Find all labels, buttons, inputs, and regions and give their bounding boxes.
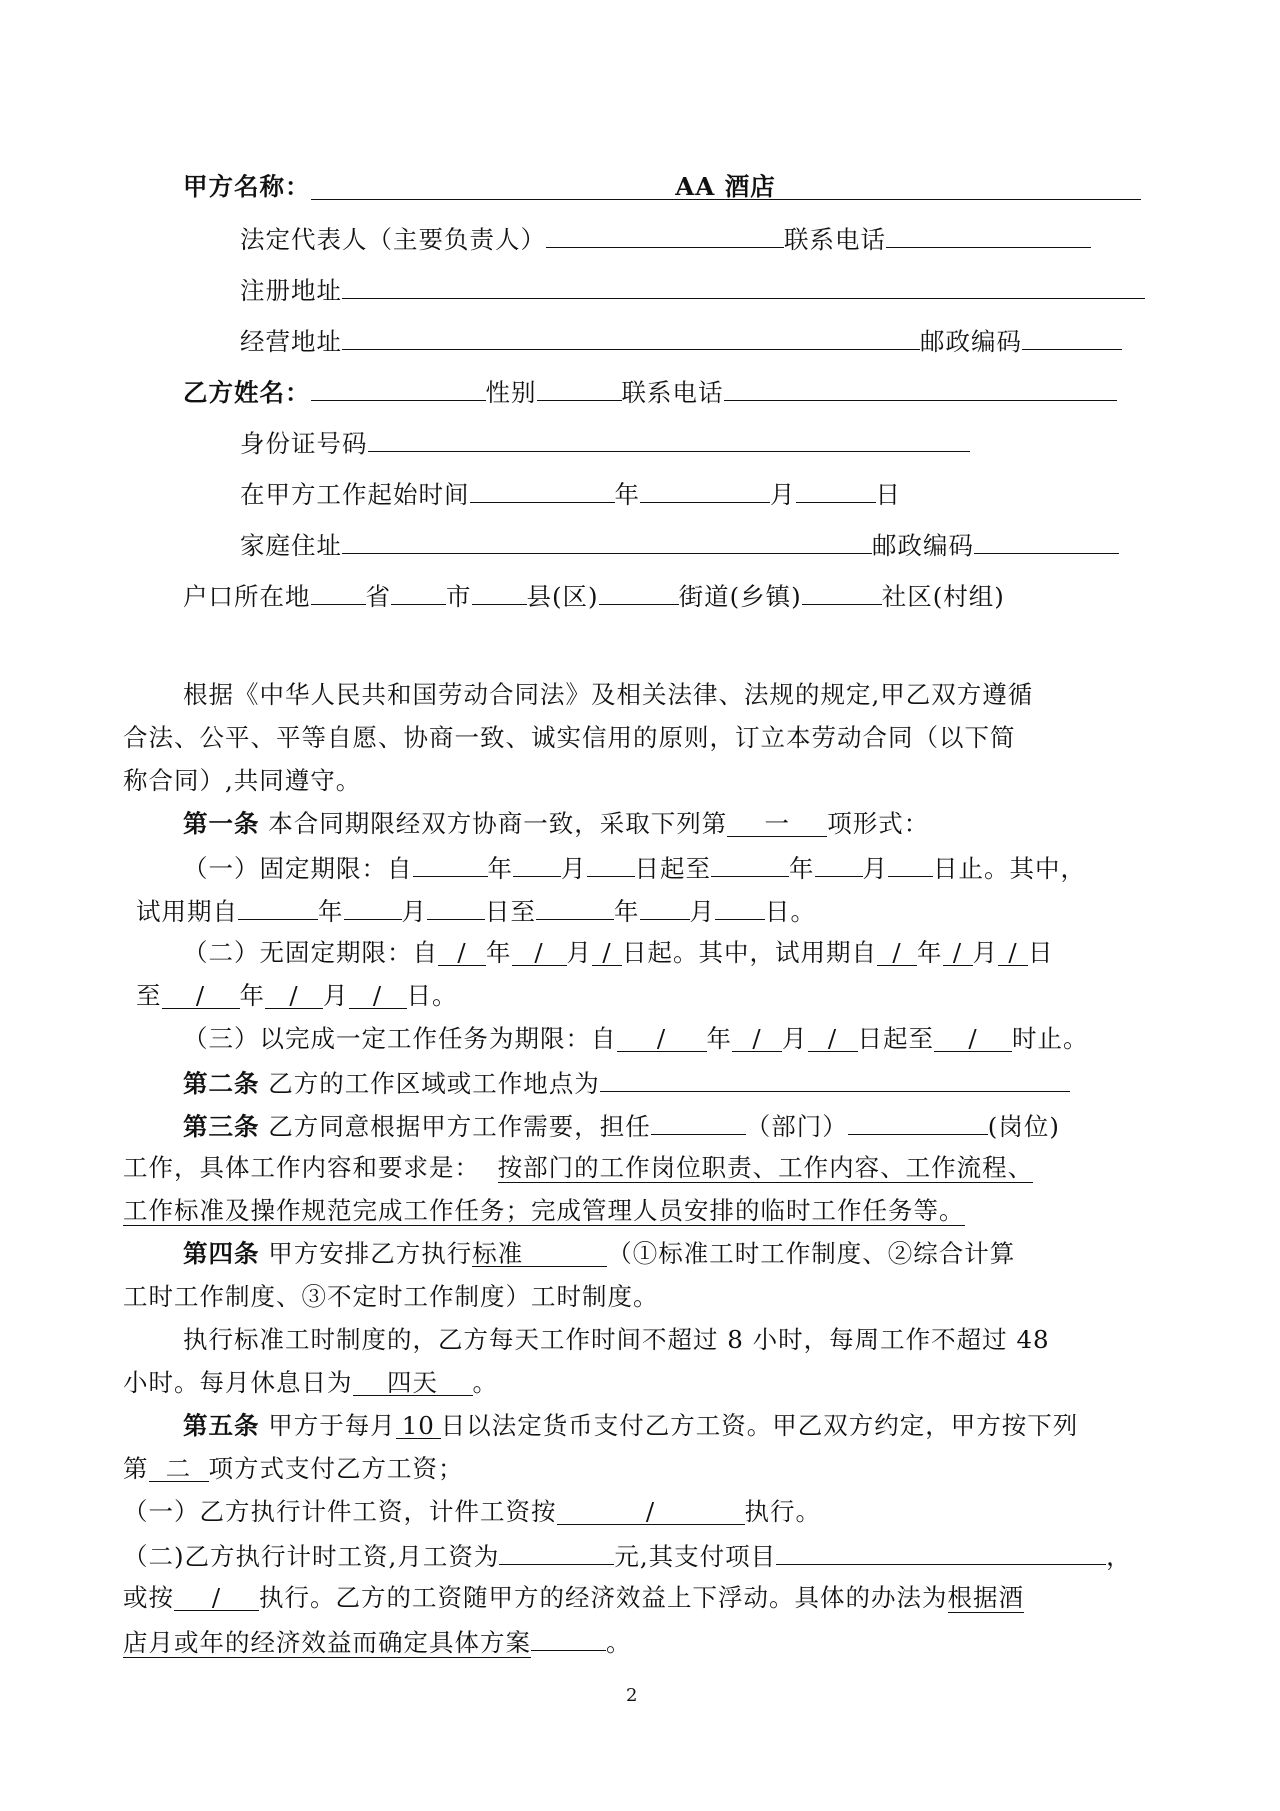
start-day-field — [796, 478, 876, 503]
pay-day-fill — [396, 1411, 441, 1440]
article-2-title: 第二条 — [183, 1069, 260, 1098]
huji-label: 户口所在地 — [183, 582, 311, 611]
year-label: 年 — [318, 897, 344, 926]
slash: / — [645, 1497, 656, 1526]
article-5-line-2 — [123, 1454, 464, 1484]
work-hours-options: （①标准工时工作制度、②综合计算 — [607, 1239, 1016, 1268]
probation-tail: 日。 — [765, 897, 816, 926]
xian-field — [472, 580, 527, 605]
blank — [238, 895, 318, 920]
blank — [640, 895, 690, 920]
blank — [815, 852, 863, 877]
job-content-1: 按部门的工作岗位职责、工作内容、工作流程、 — [497, 1153, 1034, 1182]
reg-addr-row — [240, 274, 1145, 306]
blank — [438, 938, 486, 967]
biz-addr-label: 经营地址 — [240, 327, 342, 356]
start-month-field — [640, 478, 770, 503]
article-4-para-2-line-1: 执行标准工时制度的，乙方每天工作时间不超过 8 小时，每周工作不超过 48 — [183, 1325, 1050, 1354]
id-field — [368, 427, 970, 452]
work-hours-fill — [472, 1239, 607, 1268]
month-label: 月 — [689, 897, 715, 926]
year-label: 年 — [789, 854, 815, 883]
blank — [536, 895, 614, 920]
time-wage-tail: ， — [1106, 1542, 1132, 1571]
work-location-field — [600, 1067, 1070, 1092]
article-3-line-3 — [123, 1196, 965, 1226]
sheng-label: 省 — [365, 582, 391, 611]
party-a-phone-field — [886, 223, 1091, 248]
home-postcode-label: 邮政编码 — [872, 531, 974, 560]
piece-wage-fill — [557, 1497, 745, 1526]
page-number: 2 — [626, 1685, 638, 1706]
biz-postcode-field — [1022, 325, 1122, 350]
year-label: 年 — [487, 854, 513, 883]
wage-float-mid: 执行。乙方的工资随甲方的经济效益上下浮动。具体的办法为 — [259, 1583, 948, 1612]
blank — [349, 981, 407, 1010]
home-row — [240, 529, 1119, 561]
piece-wage-tail: 执行。 — [744, 1497, 821, 1526]
probation-head: 试用期自 — [136, 897, 238, 926]
blank — [512, 938, 567, 967]
pay-day: 10 — [401, 1411, 435, 1440]
rest-days-head: 小时。每月休息日为 — [123, 1368, 353, 1397]
month-label: 月 — [566, 938, 592, 967]
jiedao-field — [599, 580, 679, 605]
article-3-line-2 — [123, 1153, 1033, 1183]
party-b-label: 乙方姓名： — [183, 378, 311, 407]
article-2-row — [183, 1067, 1070, 1099]
intro-line-3: 称合同）,共同遵守。 — [123, 766, 362, 795]
slash: / — [195, 981, 206, 1010]
time-wage-row — [123, 1540, 1132, 1572]
open-term-to: 至 — [136, 981, 162, 1010]
article-5-line-2-tail: 项方式支付乙方工资； — [208, 1454, 464, 1483]
blank — [877, 938, 917, 967]
xian-label: 县(区) — [526, 582, 599, 611]
reg-addr-field — [342, 274, 1145, 299]
year-label: 年 — [917, 938, 943, 967]
shequ-label: 社区(村组) — [881, 582, 1005, 611]
slash: / — [827, 1024, 838, 1053]
blank — [413, 852, 488, 877]
year-label: 年 — [486, 938, 512, 967]
home-label: 家庭住址 — [240, 531, 342, 560]
pay-method: 二 — [165, 1454, 192, 1483]
blank — [265, 981, 323, 1010]
year-label: 年 — [239, 981, 265, 1010]
wage-float-method-2: 店月或年的经济效益而确定具体方案 — [123, 1628, 531, 1657]
intro-line-1: 根据《中华人民共和国劳动合同法》及相关法律、法规的规定,甲乙双方遵循 — [183, 680, 1034, 709]
slash: / — [457, 938, 467, 967]
blank — [888, 852, 933, 877]
reg-addr-label: 注册地址 — [240, 276, 342, 305]
blank — [711, 852, 789, 877]
shi-field — [391, 580, 446, 605]
slash: / — [656, 1024, 667, 1053]
article-1-tail: 项形式： — [827, 809, 930, 838]
legal-rep-label: 法定代表人（主要负责人） — [240, 225, 546, 254]
party-a-name-field — [311, 172, 1141, 201]
gender-label: 性别 — [485, 378, 537, 407]
month-label: 月 — [782, 1024, 808, 1053]
task-term-mid: 日起至 — [857, 1024, 934, 1053]
party-a-label: 甲方名称： — [183, 172, 311, 201]
slash: / — [1008, 938, 1018, 967]
sheng-field — [311, 580, 366, 605]
slash: / — [534, 938, 544, 967]
blank — [592, 938, 622, 967]
article-4-text: 甲方安排乙方执行 — [268, 1239, 473, 1268]
slash: / — [211, 1583, 222, 1612]
article-1-fill — [727, 809, 827, 838]
article-3-line-2-head: 工作，具体工作内容和要求是： — [123, 1153, 480, 1182]
intro-line-2: 合法、公平、平等自愿、协商一致、诚实信用的原则，订立本劳动合同（以下简 — [123, 723, 1016, 752]
party-a-name: AA 酒店 — [675, 172, 776, 201]
post-label: (岗位) — [987, 1112, 1060, 1141]
month-label: 月 — [323, 981, 349, 1010]
article-3-text: 乙方同意根据甲方工作需要，担任 — [268, 1112, 651, 1141]
article-4-title: 第四条 — [183, 1239, 260, 1268]
piece-wage-row — [123, 1497, 821, 1527]
wage-float-row — [123, 1583, 1024, 1613]
biz-addr-field — [342, 325, 920, 350]
shequ-field — [802, 580, 882, 605]
article-2-text: 乙方的工作区域或工作地点为 — [268, 1069, 600, 1098]
article-1-row — [183, 809, 929, 839]
wage-float-method-1: 根据酒 — [947, 1583, 1024, 1612]
year-label: 年 — [614, 480, 640, 509]
year-label: 年 — [614, 897, 640, 926]
party-b-phone-label: 联系电话 — [621, 378, 724, 407]
pay-method-fill — [149, 1454, 209, 1483]
slash: / — [602, 938, 612, 967]
article-5-text: 甲方于每月 — [268, 1411, 396, 1440]
article-4-row — [183, 1239, 1015, 1269]
pay-items-field — [776, 1540, 1106, 1565]
blank — [998, 938, 1028, 967]
open-term-mid: 日起。其中，试用期自 — [622, 938, 877, 967]
legal-rep-row — [240, 223, 1091, 255]
gender-field — [537, 376, 622, 401]
slash: / — [952, 938, 963, 967]
start-label: 在甲方工作起始时间 — [240, 480, 470, 509]
year-label: 年 — [706, 1024, 732, 1053]
month-label: 月 — [401, 897, 427, 926]
article-1-title: 第一条 — [183, 809, 260, 838]
month-label: 月 — [770, 480, 796, 509]
party-a-row — [183, 172, 1141, 202]
home-postcode-field — [974, 529, 1119, 554]
blank — [808, 1024, 858, 1053]
task-term-row — [183, 1024, 1089, 1054]
monthly-wage-field — [499, 1540, 614, 1565]
task-term-head: （三）以完成一定工作任务为期限：自 — [183, 1024, 617, 1053]
month-label: 月 — [862, 854, 888, 883]
rest-days-tail: 。 — [472, 1368, 498, 1397]
blank — [587, 852, 635, 877]
blank — [732, 1024, 782, 1053]
blank — [344, 895, 402, 920]
task-term-tail: 时止。 — [1012, 1024, 1089, 1053]
fixed-term-head: （一）固定期限：自 — [183, 854, 413, 883]
wage-float-tail: 。 — [606, 1628, 632, 1657]
article-1-text: 本合同期限经双方协商一致，采取下列第 — [268, 809, 728, 838]
open-term-head: （二）无固定期限：自 — [183, 938, 438, 967]
home-field — [342, 529, 872, 554]
month-label: 月 — [561, 854, 587, 883]
biz-postcode-label: 邮政编码 — [920, 327, 1022, 356]
party-a-phone-label: 联系电话 — [784, 225, 886, 254]
time-wage-mid: 元,其支付项目 — [614, 1542, 777, 1571]
huji-row — [183, 580, 1005, 612]
open-term-tail: 日。 — [406, 981, 458, 1010]
time-wage-head: （二)乙方执行计时工资,月工资为 — [123, 1542, 500, 1571]
article-5-title: 第五条 — [183, 1411, 260, 1440]
article-3-title: 第三条 — [183, 1112, 260, 1141]
slash: / — [289, 981, 299, 1010]
blank — [531, 1626, 606, 1651]
blank — [617, 1024, 707, 1053]
slash: / — [968, 1024, 978, 1053]
party-b-phone-field — [724, 376, 1117, 401]
article-4-line-2: 工时工作制度、③不定时工作制度）工时制度。 — [123, 1282, 659, 1311]
fixed-term-tail: 日止。其中， — [933, 854, 1086, 883]
article-3-row — [183, 1110, 1060, 1142]
biz-addr-row — [240, 325, 1122, 357]
start-year-field — [470, 478, 615, 503]
article-4-para-2-line-2 — [123, 1368, 498, 1398]
probation-row — [136, 895, 816, 927]
post-field — [848, 1110, 988, 1135]
legal-rep-field — [546, 223, 784, 248]
probation-mid: 日至 — [485, 897, 536, 926]
open-term-row — [183, 938, 1054, 968]
shi-label: 市 — [446, 582, 472, 611]
rest-days-fill — [353, 1368, 473, 1397]
article-5-line-2-head: 第 — [123, 1454, 149, 1483]
rest-days-fill-text: 四天 — [387, 1368, 438, 1397]
day-label: 日 — [875, 480, 901, 509]
day-label: 日 — [1028, 938, 1054, 967]
id-label: 身份证号码 — [240, 429, 368, 458]
slash: / — [752, 1024, 762, 1053]
wage-float-head: 或按 — [123, 1583, 174, 1612]
blank — [934, 1024, 1012, 1053]
wage-float-row-2 — [123, 1626, 632, 1658]
department-field — [651, 1110, 746, 1135]
id-row — [240, 427, 970, 459]
fixed-term-mid: 日起至 — [634, 854, 711, 883]
open-term-probation-row — [136, 981, 458, 1011]
blank — [715, 895, 765, 920]
fixed-term-row — [183, 852, 1086, 884]
blank — [943, 938, 973, 967]
article-1-fill-text: 一 — [764, 809, 791, 838]
work-hours-fill-text: 标准 — [472, 1239, 524, 1268]
start-row — [240, 478, 901, 510]
blank — [162, 981, 240, 1010]
party-b-row — [183, 376, 1117, 408]
slash: / — [372, 981, 383, 1010]
jiedao-label: 街道(乡镇) — [678, 582, 802, 611]
article-5-row — [183, 1411, 1078, 1441]
job-content-2: 工作标准及操作规范完成工作任务；完成管理人员安排的临时工作任务等。 — [123, 1196, 965, 1225]
piece-wage-head: （一）乙方执行计件工资，计件工资按 — [123, 1497, 557, 1526]
blank — [427, 895, 485, 920]
blank — [174, 1583, 259, 1612]
department-label: （部门） — [745, 1112, 848, 1141]
slash: / — [892, 938, 902, 967]
party-b-name-field — [311, 376, 486, 401]
article-5-text-2: 日以法定货币支付乙方工资。甲乙双方约定，甲方按下列 — [440, 1411, 1079, 1440]
blank — [513, 852, 561, 877]
month-label: 月 — [972, 938, 998, 967]
